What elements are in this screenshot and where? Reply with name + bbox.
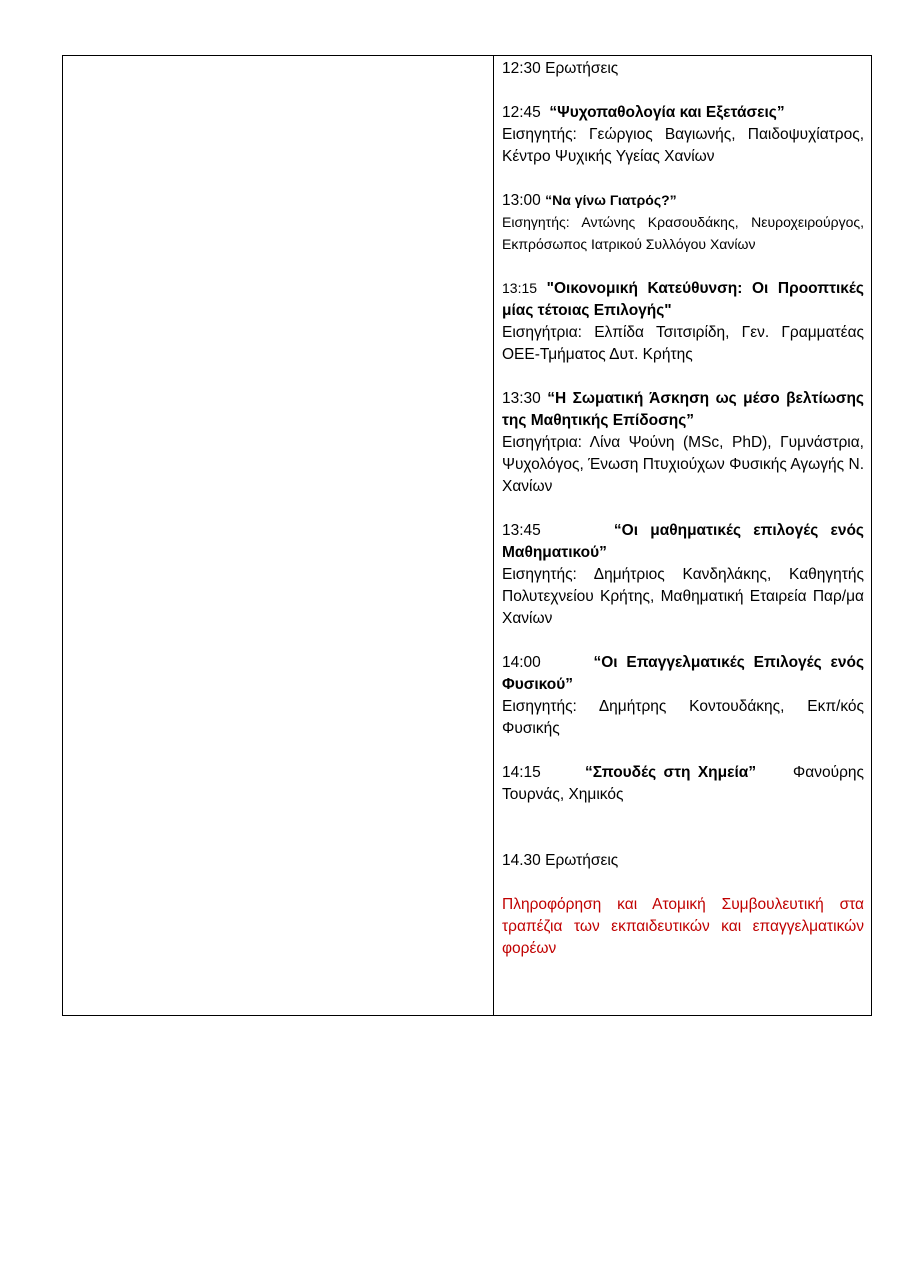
blank-line: [502, 828, 864, 850]
item-title: “Οι μαθηματικές επιλογές ενός Μαθηματικού”: [502, 522, 864, 561]
item-title: "Οικονομική Κατεύθυνση: Οι Προοπτικές μίας τέτοιας Επιλογής": [502, 280, 864, 319]
item-speaker: Εισηγήτρια: Λίνα Ψούνη (MSc, PhD), Γυμνάστρια, Ψυχολόγος, Ένωση Πτυχιούχων Φυσικής Αγωγής Ν. Χανίων: [502, 434, 864, 495]
item-title: “Ψυχοπαθολογία και Εξετάσεις”: [549, 104, 785, 121]
item-time: 14:00: [502, 654, 541, 671]
column-divider: [493, 56, 494, 1015]
item-speaker: Εισηγητής: Δημήτρης Κοντουδάκης, Εκπ/κός Φυσικής: [502, 698, 864, 737]
program-table: [62, 55, 872, 1016]
schedule-item-1315: [502, 278, 864, 366]
schedule-cell: [502, 58, 864, 982]
item-text: Ερωτήσεις: [545, 852, 619, 869]
item-speaker: Εισηγητής: Γεώργιος Βαγιωνής, Παιδοψυχίατρος, Κέντρο Ψυχικής Υγείας Χανίων: [502, 126, 864, 165]
schedule-item-1300: [502, 190, 864, 256]
item-text: Ερωτήσεις: [545, 60, 619, 77]
item-title: “Η Σωματική Άσκηση ως μέσο βελτίωσης της Μαθητικής Επίδοσης”: [502, 390, 864, 429]
schedule-item-1330: [502, 388, 864, 498]
schedule-item-1245: [502, 102, 864, 168]
item-title: “Σπουδές στη Χημεία”: [584, 764, 757, 781]
item-time: 14:15: [502, 764, 541, 781]
schedule-item-1230: [502, 58, 864, 80]
schedule-item-1430: [502, 850, 864, 872]
item-time: 12:30: [502, 60, 541, 77]
item-time: 13:00: [502, 192, 541, 209]
item-time: 13:15: [502, 280, 538, 296]
schedule-item-1415: [502, 762, 864, 806]
item-speaker: Εισηγητής: Δημήτριος Κανδηλάκης, Καθηγητής Πολυτεχνείου Κρήτης, Μαθηματική Εταιρεία Παρ/μα Χανίων: [502, 566, 864, 627]
item-time: 14.30: [502, 852, 541, 869]
schedule-item-1400: [502, 652, 864, 740]
item-time: 13:30: [502, 390, 541, 407]
item-time: 13:45: [502, 522, 541, 539]
item-speaker: Εισηγητής: Αντώνης Κρασουδάκης, Νευροχειρούργος, Εκπρόσωπος Ιατρικού Συλλόγου Χανίων: [502, 214, 864, 252]
item-speaker: Εισηγήτρια: Ελπίδα Τσιτσιρίδη, Γεν. Γραμματέας ΟΕΕ-Τμήματος Δυτ. Κρήτης: [502, 324, 864, 363]
item-title: “Να γίνω Γιατρός?”: [545, 192, 677, 208]
closing-note: Πληροφόρηση και Ατομική Συμβουλευτική στα τραπέζια των εκπαιδευτικών και επαγγελματικών φορέων: [502, 896, 864, 957]
item-speaker: Φανούρης Τουρνάς, Χημικός: [502, 764, 864, 803]
item-time: 12:45: [502, 104, 541, 121]
item-title: “Οι Επαγγελματικές Επιλογές ενός Φυσικού”: [502, 654, 865, 693]
schedule-item-1345: [502, 520, 864, 630]
